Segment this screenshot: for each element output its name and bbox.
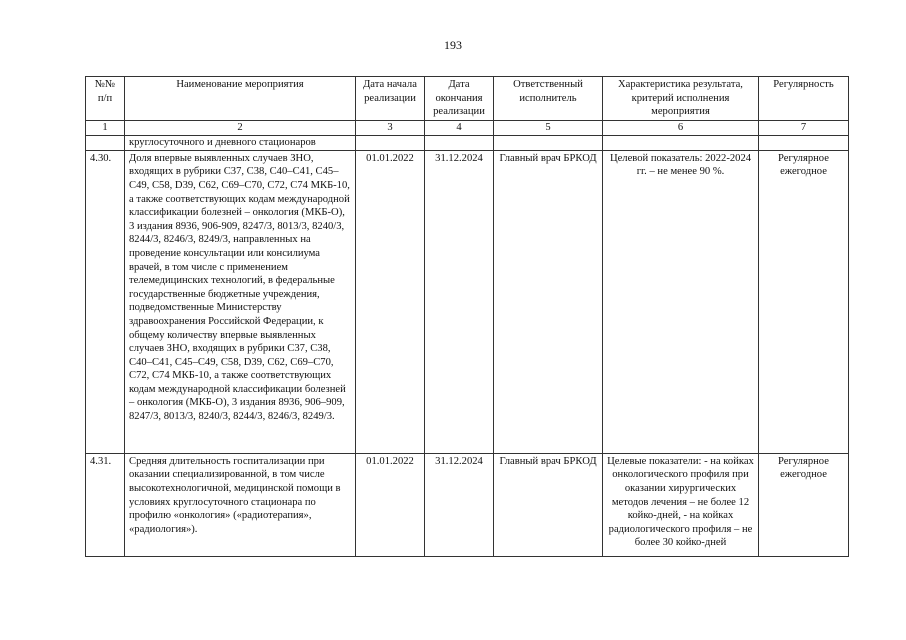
table-row	[86, 453, 849, 556]
continuation-cell	[356, 135, 425, 150]
header-number: №№ п/п	[86, 77, 125, 121]
row-result: Целевые показатели: - на койках онкологического профиля при оказании хирургических методов лечения – не более 12 койко-дней, - на койках радиологического профиля – не более 30 койко-дней	[603, 453, 759, 556]
row-regularity: Регулярное ежегодное	[759, 150, 849, 453]
continuation-number	[86, 135, 125, 150]
row-end-date: 31.12.2024	[425, 150, 494, 453]
table-header-row	[86, 77, 849, 121]
continuation-cell	[759, 135, 849, 150]
column-number: 1	[86, 120, 125, 135]
column-number: 4	[425, 120, 494, 135]
header-regularity: Регулярность	[759, 77, 849, 121]
column-number-row	[86, 120, 849, 135]
table-row	[86, 150, 849, 453]
continuation-name: круглосуточного и дневного стационаров	[125, 135, 356, 150]
column-number: 6	[603, 120, 759, 135]
column-number: 5	[494, 120, 603, 135]
header-name: Наименование мероприятия	[125, 77, 356, 121]
page-number: 193	[444, 38, 462, 52]
header-start-date: Дата начала реализации	[356, 77, 425, 121]
continuation-row	[86, 135, 849, 150]
row-responsible: Главный врач БРКОД	[494, 453, 603, 556]
activities-table	[85, 76, 849, 557]
row-result: Целевой показатель: 2022-2024 гг. – не менее 90 %.	[603, 150, 759, 453]
row-end-date: 31.12.2024	[425, 453, 494, 556]
row-number: 4.31.	[86, 453, 125, 556]
row-responsible: Главный врач БРКОД	[494, 150, 603, 453]
continuation-cell	[425, 135, 494, 150]
header-result: Характеристика результата, критерий исполнения мероприятия	[603, 77, 759, 121]
column-number: 7	[759, 120, 849, 135]
row-activity-name: Средняя длительность госпитализации при оказании специализированной, в том числе высокотехнологичной, медицинской помощи в условиях круглосуточного стационара по профилю «онкология» («радиотерапия», «радиология»).	[125, 453, 356, 556]
continuation-cell	[603, 135, 759, 150]
row-start-date: 01.01.2022	[356, 453, 425, 556]
continuation-cell	[494, 135, 603, 150]
column-number: 2	[125, 120, 356, 135]
row-start-date: 01.01.2022	[356, 150, 425, 453]
header-end-date: Дата окончания реализации	[425, 77, 494, 121]
column-number: 3	[356, 120, 425, 135]
header-responsible: Ответственный исполнитель	[494, 77, 603, 121]
row-activity-name: Доля впервые выявленных случаев ЗНО, входящих в рубрики C37, C38, C40–C41, C45–C49, C58, D39, C62, C69–C70, C72, C74 МКБ-10, а также соответствующих кодам международной классификации болезней – онкология (МКБ-О), 3 издания 8936, 906-909, 8247/3, 8013/3, 8240/3, 8244/3, 8246/3, 8249/3, направленных на проведение консультации или консилиума врачей, в том числе с применением телемедицинских технологий, в федеральные государственные бюджетные учреждения, подведомственные Министерству здравоохранения Российской Федерации, к общему количеству впервые выявленных случаев ЗНО, входящих в рубрики C37, C38, C40–C41, C45–C49, C58, D39, C62, C69–C70, C72, C74 МКБ-10, а также соответствующих кодам международной классификации болезней – онкология (МКБ-О), 3 издания 8936, 906–909, 8247/3, 8013/3, 8240/3, 8244/3, 8246/3, 8249/3.	[125, 150, 356, 453]
row-regularity: Регулярное ежегодное	[759, 453, 849, 556]
row-number: 4.30.	[86, 150, 125, 453]
